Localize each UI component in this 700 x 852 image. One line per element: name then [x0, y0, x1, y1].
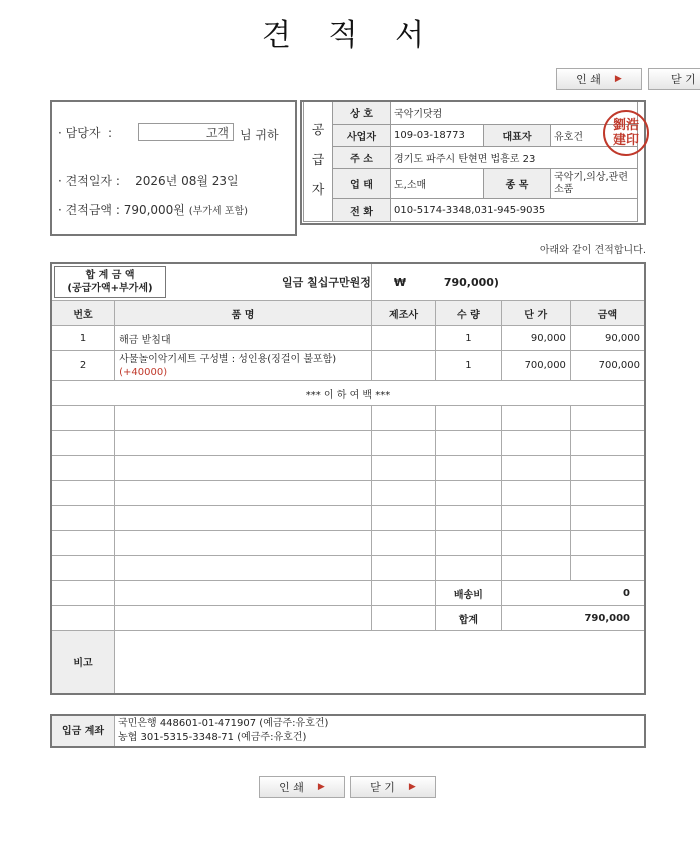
manager-label: 담당자 — [65, 126, 101, 140]
print-button-top[interactable] — [556, 68, 642, 90]
item-qty: 1 — [436, 326, 501, 351]
item-no: 2 — [51, 351, 115, 381]
business-type-label: 업 태 — [333, 169, 391, 199]
account-lines — [115, 715, 646, 747]
end-text: *** 이 하 여 백 *** — [51, 381, 645, 406]
play-arrow-icon: ▶ — [317, 782, 325, 792]
item-price: 700,000 — [501, 351, 570, 381]
date-value: 2026년 08월 23일 — [135, 174, 239, 188]
supplier-side-label: 공 급 자 — [304, 101, 333, 222]
account-line-1: 국민은행 448601-01-471907 (예금주:유호건) — [118, 718, 329, 729]
manager-row: · 담당자 : — [58, 126, 113, 140]
remarks-row — [51, 631, 645, 694]
col-maker: 제조사 — [371, 301, 435, 326]
total-amount-cell — [371, 263, 645, 301]
close-button-label: 닫 기 — [370, 781, 395, 794]
date-row: · 견적일자 : 2026년 08월 23일 — [58, 174, 239, 188]
col-amount: 금액 — [570, 301, 645, 326]
table-row — [51, 326, 645, 351]
shipping-value: 0 — [501, 581, 645, 606]
estimate-note: 아래와 같이 견적합니다. — [539, 245, 646, 256]
empty-row — [51, 431, 645, 456]
biz-no-label: 사업자 — [333, 125, 391, 147]
address: 경기도 파주시 탄현면 법흥로 23 — [391, 147, 638, 169]
biz-no: 109-03-18773 — [391, 125, 484, 147]
page-title: 견 적 서 — [261, 18, 438, 53]
play-arrow-icon: ▶ — [614, 74, 622, 84]
supplier-table — [303, 100, 638, 222]
total-label: 합 계 금 액 — [85, 270, 135, 281]
item-qty: 1 — [436, 351, 501, 381]
shipping-label: 배송비 — [436, 581, 501, 606]
phone: 010-5174-3348,031-945-9035 — [391, 199, 638, 222]
item-amount: 700,000 — [570, 351, 645, 381]
col-qty: 수 량 — [436, 301, 501, 326]
sum-label: 합계 — [436, 606, 501, 631]
item-amount: 90,000 — [570, 326, 645, 351]
item-name: 해금 받침대 — [115, 326, 372, 351]
remarks-value — [115, 631, 645, 694]
close-button-label: 닫 기 — [671, 73, 696, 86]
estimate-table — [50, 262, 646, 695]
item-maker — [371, 351, 435, 381]
empty-row — [51, 506, 645, 531]
empty-row — [51, 531, 645, 556]
total-label-box — [54, 266, 166, 298]
item-no: 1 — [51, 326, 115, 351]
end-row — [51, 381, 645, 406]
empty-row — [51, 556, 645, 581]
remarks-label: 비고 — [51, 631, 115, 694]
representative-label: 대표자 — [484, 125, 551, 147]
customer-name-input[interactable] — [138, 123, 234, 141]
col-price: 단 가 — [501, 301, 570, 326]
phone-label: 전 화 — [333, 199, 391, 222]
address-label: 주 소 — [333, 147, 391, 169]
company-name: 국악기닷컴 — [391, 101, 638, 125]
item-maker — [371, 326, 435, 351]
sum-value: 790,000 — [501, 606, 645, 631]
print-button-label: 인 쇄 — [576, 73, 601, 86]
amount-row: · 견적금액 : 790,000원 (부가세 포함) — [58, 203, 249, 217]
currency-symbol: ₩ — [393, 275, 406, 289]
total-cell — [51, 263, 371, 301]
play-arrow-icon: ▶ — [408, 782, 416, 792]
table-header-row — [51, 301, 645, 326]
amount-value: 790,000원 — [123, 203, 185, 217]
business-item-label: 종 목 — [484, 169, 551, 199]
col-no: 번호 — [51, 301, 115, 326]
representative: 유호건 — [551, 125, 638, 147]
total-sublabel: (공급가액+부가세) — [67, 283, 153, 294]
company-seal-stamp: 劉浩建印 — [603, 110, 649, 156]
item-price: 90,000 — [501, 326, 570, 351]
print-button-bottom[interactable] — [259, 776, 345, 798]
print-button-label: 인 쇄 — [279, 781, 304, 794]
empty-row — [51, 456, 645, 481]
business-type: 도,소매 — [391, 169, 484, 199]
item-name: 사물놀이악기세트 구성별 : 성인용(징걸이 불포함) — [119, 353, 337, 365]
shipping-row — [51, 581, 645, 606]
amount-label: 견적금액 — [65, 203, 113, 217]
item-name-cell — [115, 351, 372, 381]
close-button-top[interactable] — [648, 68, 700, 90]
close-button-bottom[interactable] — [350, 776, 436, 798]
date-label: 견적일자 — [65, 174, 113, 188]
business-item: 국악기,의상,관련소품 — [551, 169, 638, 199]
table-row — [51, 351, 645, 381]
sum-row — [51, 606, 645, 631]
account-line-2: 농협 301-5315-3348-71 (예금주:유호건) — [118, 732, 307, 743]
col-name: 품 명 — [115, 301, 372, 326]
empty-row — [51, 481, 645, 506]
item-option-price: (+40000) — [119, 366, 168, 378]
honorific: 님 귀하 — [240, 128, 279, 142]
company-name-label: 상 호 — [333, 101, 391, 125]
account-label: 입금 계좌 — [51, 715, 115, 747]
total-korean: 일금 칠십구만원정 — [282, 276, 371, 289]
customer-info-box — [50, 100, 297, 236]
empty-row — [51, 406, 645, 431]
vat-note: (부가세 포함) — [188, 206, 249, 217]
total-amount: 790,000) — [443, 275, 499, 289]
account-table — [50, 714, 646, 748]
